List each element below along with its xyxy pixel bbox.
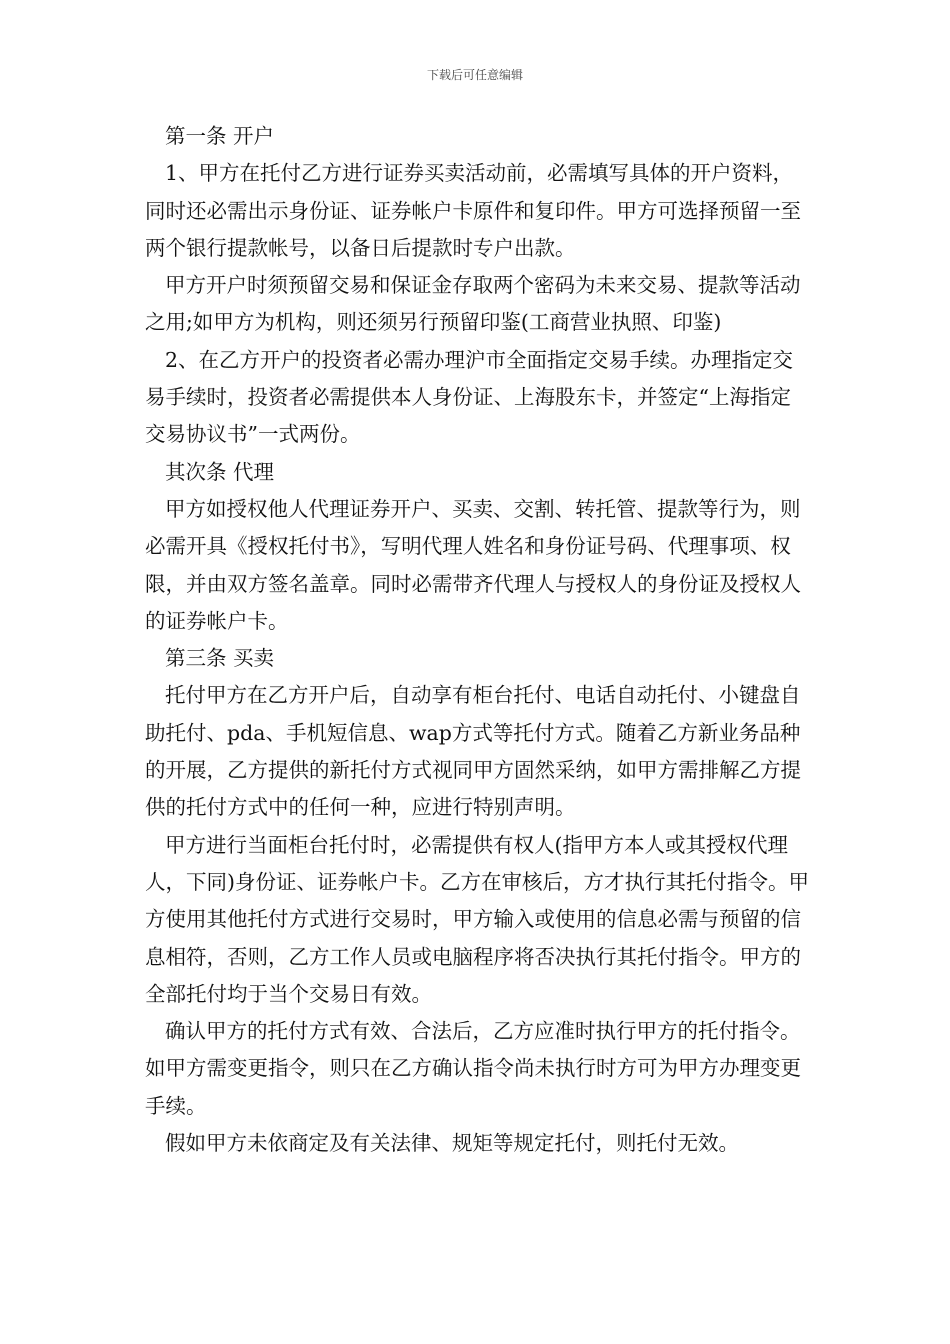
document-body	[145, 118, 810, 1162]
paragraph: 假如甲方未依商定及有关法律、规矩等规定托付，则托付无效。	[165, 1131, 739, 1156]
paragraph: 2、在乙方开户的投资者必需办理沪市全面指定交易手续。办理指定交易手续时，投资者必需提供本人身份证、上海股东卡，并签定“上海指定交易协议书”一式两份。	[145, 347, 794, 447]
paragraph: 确认甲方的托付方式有效、合法后，乙方应准时执行甲方的托付指令。如甲方需变更指令，则只在乙方确认指令尚未执行时方可为甲方办理变更手续。	[145, 1019, 801, 1118]
paragraph: 甲方进行当面柜台托付时，必需提供有权人(指甲方本人或其授权代理人，下同)身份证、证券帐户卡。乙方在审核后，方才执行其托付指令。甲方使用其他托付方式进行交易时，甲方输入或使用的信息必需与预留的信息相符，否则，乙方工作人员或电脑程序将否决执行其托付指令。甲方的全部托付均于当个交易日有效。	[145, 832, 809, 1006]
article-3-heading: 第三条 买卖	[165, 646, 275, 671]
page-header: 下载后可任意编辑	[426, 68, 523, 82]
paragraph: 甲方开户时须预留交易和保证金存取两个密码为未来交易、提款等活动之用;如甲方为机构，则还须另行预留印鉴(工商营业执照、印鉴)	[145, 273, 801, 335]
paragraph: 1、甲方在托付乙方进行证券买卖活动前，必需填写具体的开户资料，同时还必需出示身份证、证券帐户卡原件和复印件。甲方可选择预留一至两个银行提款帐号，以备日后提款时专户出款。	[145, 161, 801, 260]
paragraph: 甲方如授权他人代理证券开户、买卖、交割、转托管、提款等行为，则必需开具《授权托付书》，写明代理人姓名和身份证号码、代理事项、权限，并由双方签名盖章。同时必需带齐代理人与授权人的身份证及授权人的证券帐户卡。	[145, 496, 801, 633]
article-2-heading: 其次条 代理	[165, 459, 275, 484]
article-1-heading: 第一条 开户	[165, 124, 275, 148]
paragraph: 托付甲方在乙方开户后，自动享有柜台托付、电话自动托付、小键盘自助托付、pda、手机短信息、wap方式等托付方式。随着乙方新业务品种的开展，乙方提供的新托付方式视同甲方固然采纳，如甲方需排解乙方提供的托付方式中的任何一种，应进行特别声明。	[145, 683, 801, 820]
